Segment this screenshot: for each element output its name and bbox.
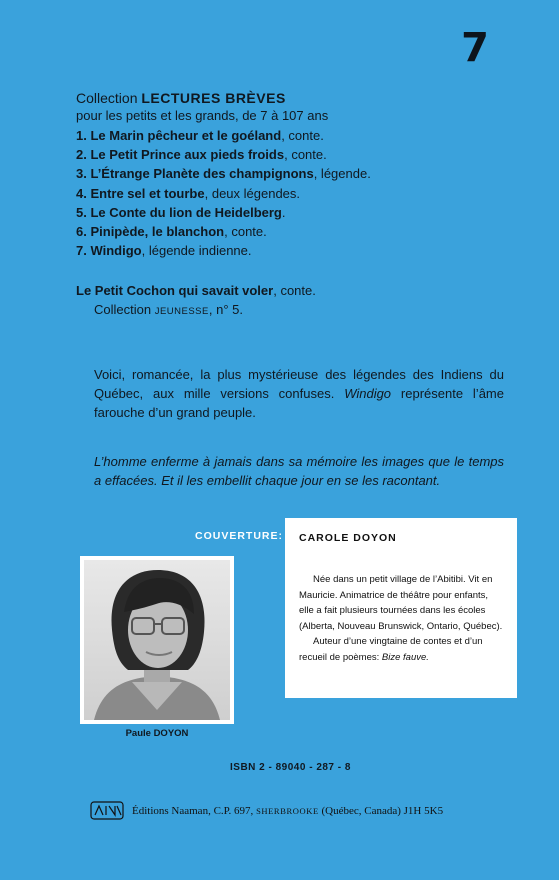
other-collection-suffix: , n° 5. (208, 302, 243, 317)
publisher-city: SHERBROOKE (256, 806, 319, 816)
volume-number: 7 (461, 25, 489, 71)
photo-caption: Paule DOYON (125, 728, 189, 739)
isbn-number: ISBN 2 - 89040 - 287 - 8 (230, 762, 351, 773)
book-title: Entre sel et tourbe (90, 185, 205, 201)
book-title: Le Marin pêcheur et le goéland (90, 128, 282, 143)
collection-prefix: Collection (76, 90, 142, 106)
title-number: 5. (76, 204, 87, 220)
bio-paragraph (299, 634, 505, 665)
collection-audience: pour les petits et les grands, de 7 à 107 ans (76, 108, 329, 123)
other-collection-name: JEUNESSE (154, 306, 209, 317)
bio-paragraph: Née dans un petit village de l’Abitibi. Vit en Mauricie. Animatrice de théâtre pour enfants, elle a fait plusieurs tournées dans les écoles (Alberta, Nouveau Brunswick, Ontario, Québec). (299, 574, 503, 632)
blurb-text: Voici, romancée, la plus mystérieuse des légendes des Indiens du Québec, aux mille versions confuses. (94, 367, 504, 401)
book-title: Le Petit Prince aux pieds froids (90, 147, 285, 163)
list-item (76, 203, 371, 222)
author-portrait-image (84, 560, 230, 720)
book-title: L’Étrange Planète des champignons (90, 166, 314, 182)
publisher-region: (Québec, Canada) J1H 5K5 (318, 805, 444, 817)
book-genre: . (281, 204, 286, 220)
cover-artist-name: CAROLE DOYON (299, 532, 397, 544)
list-item (76, 145, 371, 164)
blurb-highlight: Windigo (344, 386, 392, 401)
other-collection-prefix: Collection (94, 302, 155, 317)
book-blurb (94, 365, 504, 422)
bio-book-title: Bize fauve. (381, 651, 429, 663)
list-item (76, 164, 371, 183)
publisher-logo (90, 800, 124, 827)
title-number: 7. (76, 243, 87, 259)
epigraph-quote: L’homme enferme à jamais dans sa mémoire les images que le temps a effacées. Et il les embellit chaque jour en se les racontant. (94, 454, 504, 488)
cover-credit-label: COUVERTURE: (195, 530, 284, 542)
other-work-genre: , conte. (273, 283, 316, 298)
title-number: 1. (76, 128, 87, 143)
list-item (76, 241, 371, 260)
book-genre: , conte. (224, 223, 267, 239)
author-bio (299, 572, 505, 665)
publisher-name: Éditions Naaman, C.P. 697, (132, 805, 257, 817)
author-bio-box (285, 518, 517, 698)
list-item (76, 184, 371, 203)
book-genre: , deux légendes. (204, 185, 301, 201)
title-number: 6. (76, 223, 87, 239)
other-work (76, 283, 316, 298)
other-work-title: Le Petit Cochon qui savait voler (76, 283, 274, 298)
book-title: Windigo (90, 243, 142, 259)
publisher-address (132, 805, 443, 817)
author-photo (80, 556, 234, 724)
collection-heading (76, 90, 286, 107)
book-genre: , conte. (284, 147, 327, 163)
book-title: Pinipède, le blanchon (90, 223, 225, 239)
book-title: Le Conte du lion de Heidelberg (90, 204, 282, 220)
list-item (76, 222, 371, 241)
publisher-logo-icon (90, 800, 124, 822)
collection-name: LECTURES BRÈVES (141, 90, 286, 106)
list-item (76, 126, 371, 145)
book-genre: , légende indienne. (141, 243, 252, 259)
other-work-collection (94, 302, 243, 317)
blurb-text-end: représente l’âme farouche d’un grand peuple. (94, 386, 504, 420)
bio-text: Auteur d’une vingtaine de contes et d’un recueil de poèmes: (299, 636, 483, 663)
book-genre: , légende. (313, 166, 371, 182)
title-number: 2. (76, 147, 87, 163)
titles-list (76, 126, 371, 260)
title-number: 4. (76, 185, 87, 201)
book-genre: , conte. (281, 128, 324, 143)
title-number: 3. (76, 166, 87, 182)
